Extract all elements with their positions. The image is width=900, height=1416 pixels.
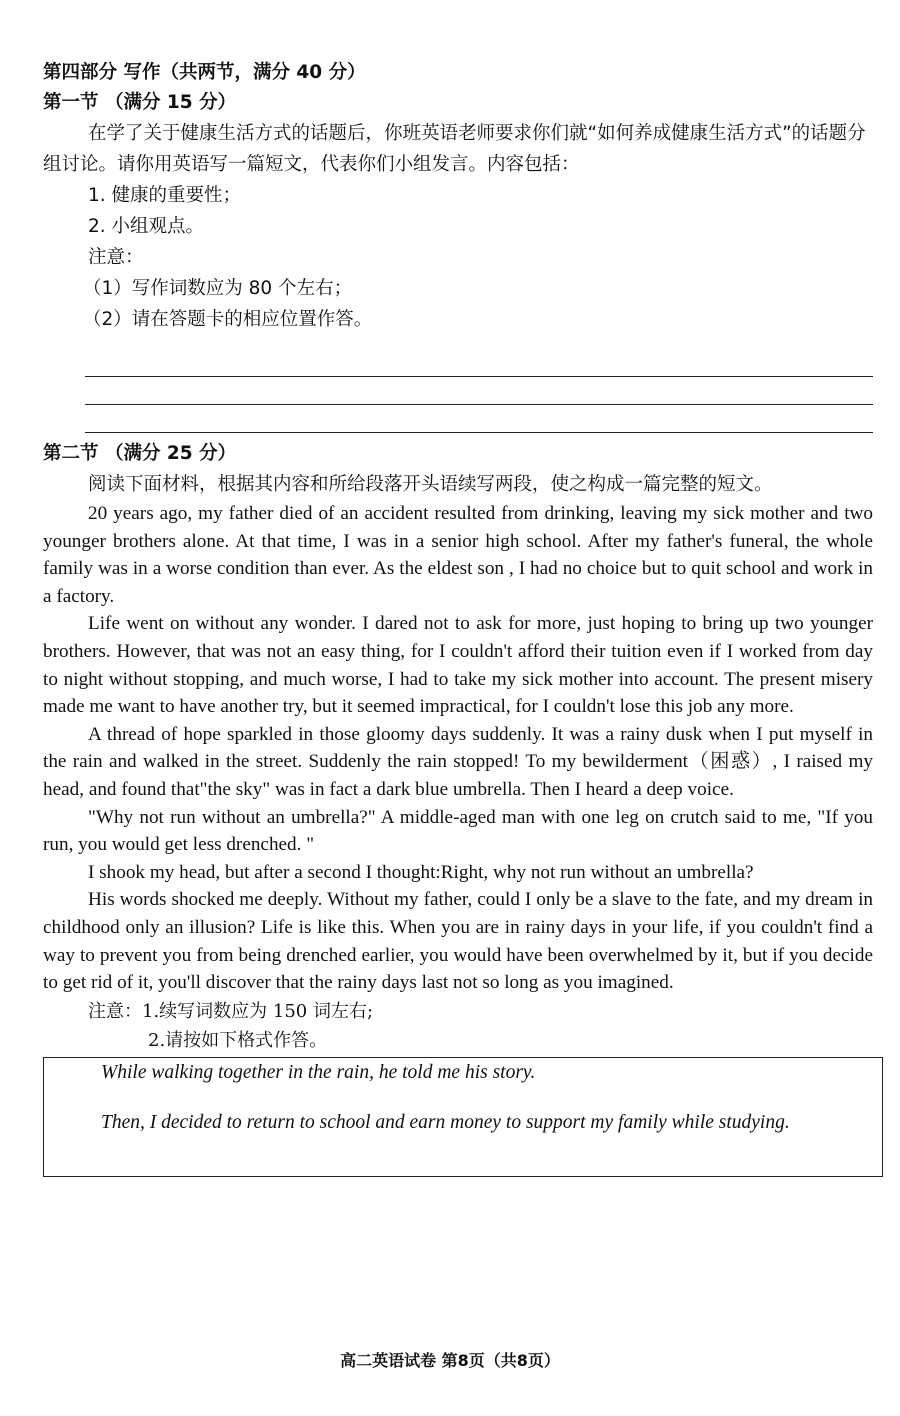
section2-title: 第二节 （满分 25 分） xyxy=(43,443,237,464)
section1-title: 第一节 （满分 15 分） xyxy=(43,92,237,113)
section2-note-2: 2.请按如下格式作答。 xyxy=(148,1029,328,1051)
section1-note-1: （1）写作词数应为 80 个左右； xyxy=(83,278,353,299)
section2-notes xyxy=(43,997,873,1055)
box-paragraph-opening-2: Then, I decided to return to school and earn money to support my family while studying. xyxy=(101,1111,790,1133)
exam-page xyxy=(43,58,873,1177)
box-paragraph-opening-1: While walking together in the rain, he told me his story. xyxy=(101,1061,536,1083)
passage-paragraph-1: 20 years ago, my father died of an accident resulted from drinking, leaving my sick mother and two younger brothers alone. At that time, I was in a senior high school. After my father's funeral, the whole family was in a worse condition than ever. As the eldest son , I had no choice but to quit school and work in a factory. xyxy=(43,503,873,607)
section1-item-2: 2. 小组观点。 xyxy=(88,216,205,237)
writing-line xyxy=(85,377,873,405)
writing-lines xyxy=(85,349,873,433)
section1-item-1: 1. 健康的重要性； xyxy=(88,185,242,206)
part-title: 第四部分 写作（共两节，满分 40 分） xyxy=(43,62,366,83)
section2-note-1: 1.续写词数应为 150 词左右; xyxy=(142,1000,374,1022)
writing-line xyxy=(85,349,873,377)
passage-paragraph-3: A thread of hope sparkled in those gloomy days suddenly. It was a rainy dusk when I put myself in the rain and walked in the street. Suddenly the rain stopped! To my bewilderment（困惑）, I raised my head, and found that"the sky" was in fact a dark blue umbrella. Then I heard a deep voice. xyxy=(43,723,873,800)
page-footer: 高二英语试卷 第8页（共8页） xyxy=(340,1351,560,1370)
section2-notes-label: 注意： xyxy=(88,1000,142,1022)
section1-notes-label: 注意： xyxy=(88,247,144,268)
section2-intro: 阅读下面材料，根据其内容和所给段落开头语续写两段，使之构成一篇完整的短文。 xyxy=(88,474,773,495)
section1-note-2: （2）请在答题卡的相应位置作答。 xyxy=(83,309,373,330)
passage-paragraph-2: Life went on without any wonder. I dared not to ask for more, just hoping to bring up two younger brothers. However, that was not an easy thing, for I couldn't afford their tuition even if I worked from day to night without stopping, and much worse, I had to take my sick mother into account. The present misery made me want to have another try, but it seemed impractical, for I couldn't lose this job any more. xyxy=(43,613,873,718)
answer-format-box xyxy=(43,1057,883,1177)
writing-line xyxy=(85,405,873,433)
passage-paragraph-5: I shook my head, but after a second I thought:Right, why not run without an umbrella? xyxy=(88,861,754,883)
section1-intro: 在学了关于健康生活方式的话题后，你班英语老师要求你们就“如何养成健康生活方式”的话题分组讨论。请你用英语写一篇短文，代表你们小组发言。内容包括： xyxy=(43,123,866,175)
passage-paragraph-4: "Why not run without an umbrella?" A middle-aged man with one leg on crutch said to me, "If you run, you would get less drenched. " xyxy=(43,806,873,856)
passage-paragraph-6: His words shocked me deeply. Without my father, could I only be a slave to the fate, and my dream in childhood only an illusion? Life is like this. When you are in rainy days in your life, if you couldn't find a way to prevent you from being drenched earlier, you would have been overwhelmed by it, but if you decide to get rid of it, you'll discover that the rainy days last not so long as you imagined. xyxy=(43,889,873,994)
